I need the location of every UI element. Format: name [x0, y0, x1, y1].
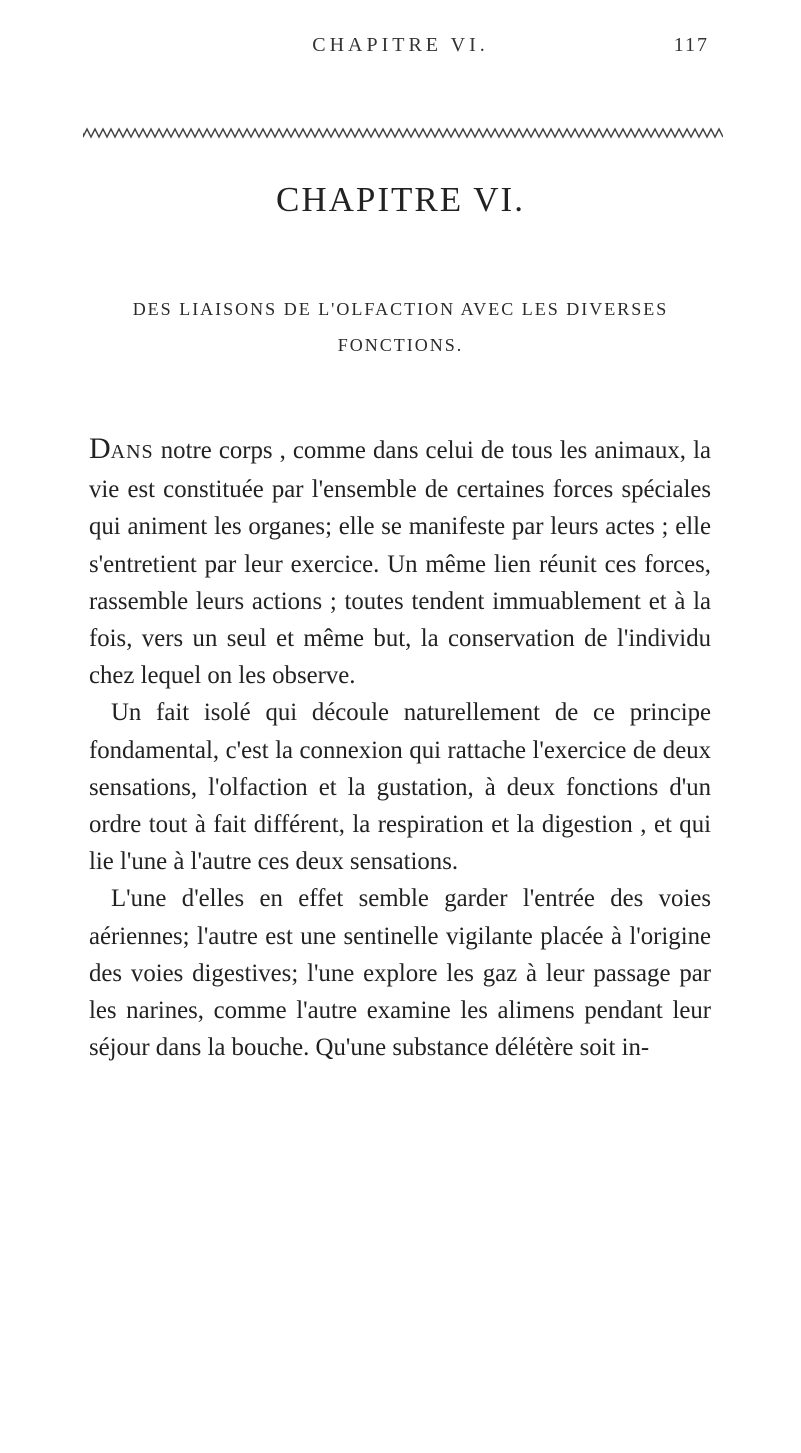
paragraph-3: L'une d'elles en effet semble garder l'entrée des voies aériennes; l'autre est une sentinelle vigilante placée à l'origine des voies digestives; l'une explore les gaz à leur passage par les narines, comme l'autre examine les alimens pendant leur séjour dans la bouche. Qu'une substance délétère soit in-: [89, 885, 711, 1062]
chapter-subtitle: [0, 291, 801, 363]
body-text: [89, 430, 711, 1066]
subtitle-line-1: DES LIAISONS DE L'OLFACTION AVEC LES DIVERSES: [132, 299, 669, 319]
paragraph-1-text: notre corps , comme dans celui de tous les animaux, la vie est constituée par l'ensemble de certaines forces spéciales qui animent les organes; elle se manifeste par leurs actes ; elle s'entretient par leur exercice. Un même lien réunit ces forces, rassemble leurs actions ; toutes tendent immuablement et à la fois, vers un seul et même but, la conservation de l'individu chez lequel on les observe.: [89, 437, 711, 690]
paragraph-2: Un fait isolé qui découle naturellement de ce principe fondamental, c'est la connexion qui rattache l'exercice de deux sensations, l'olfaction et la gustation, à deux fonctions d'un ordre tout à fait différent, la respiration et la digestion , et qui lie l'une à l'autre ces deux sensations.: [89, 699, 711, 876]
chapter-title: CHAPITRE VI.: [276, 180, 525, 219]
drop-cap: D: [89, 432, 111, 465]
paragraph-1: [89, 430, 711, 694]
subtitle-line-2: FONCTIONS.: [337, 335, 464, 355]
small-caps-word: ANS: [110, 441, 154, 463]
ornamental-rule: [83, 127, 723, 139]
running-header: [0, 34, 801, 57]
page-number: 117: [673, 34, 709, 56]
running-title: CHAPITRE VI.: [312, 34, 489, 56]
